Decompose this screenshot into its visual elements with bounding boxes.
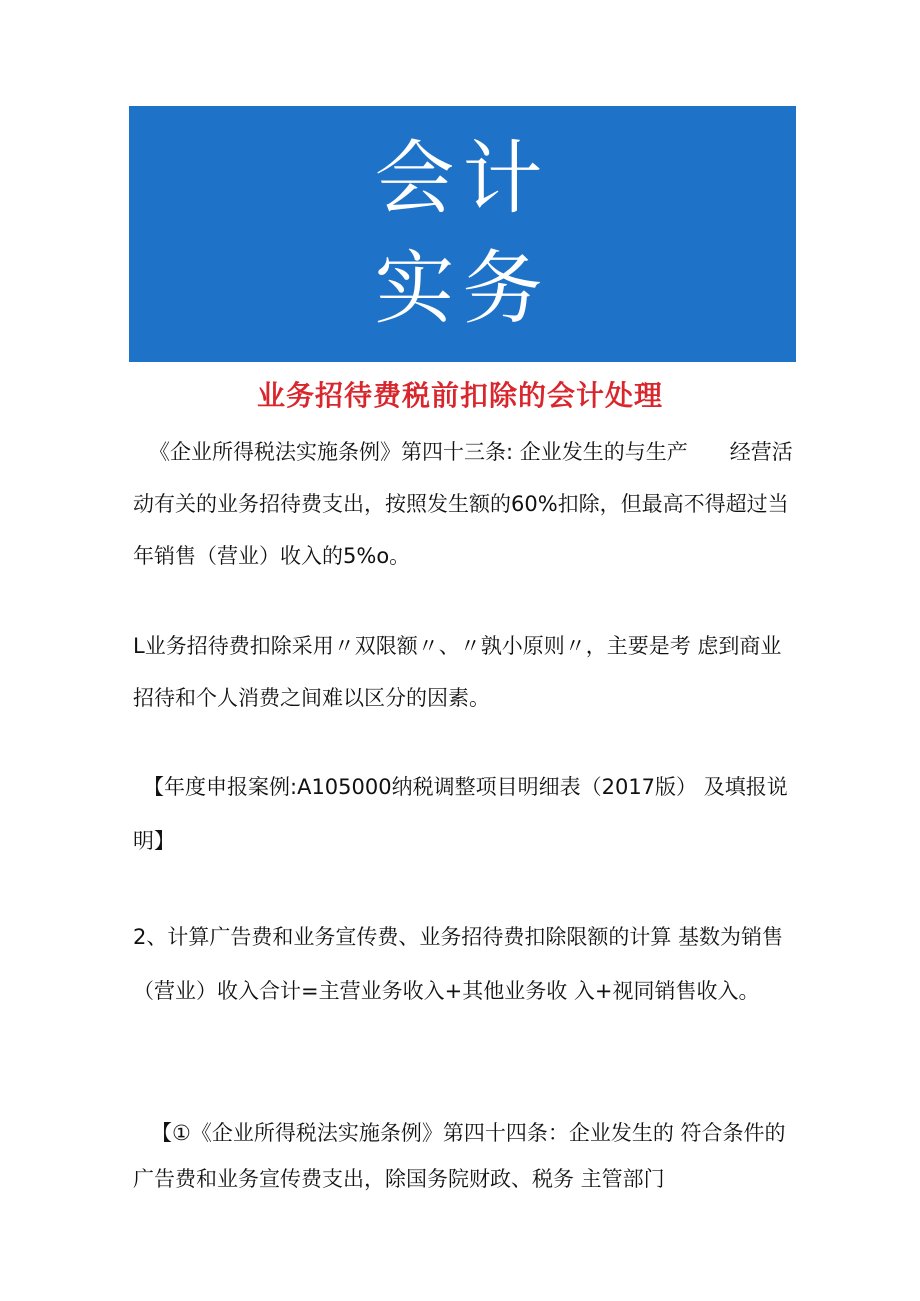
paragraph-regulation-article-44: 【①《企业所得税法实施条例》第四十四条：企业发生的 符合条件的广告费和业务宣传费支出，除国务院财政、税务 主管部门 xyxy=(133,1121,786,1191)
paragraph-deduction-principle: L业务招待费扣除采用〃双限额〃、〃孰小原则〃，主要是考 虑到商业招待和个人消费之间难以区分的因素。 xyxy=(133,634,782,710)
document-title: 业务招待费税前扣除的会计处理 xyxy=(256,379,663,412)
paragraph-annual-filing-case: 【年度申报案例:A105000纳税调整项目明细表（2017版） 及填报说明】 xyxy=(133,775,788,853)
title-banner xyxy=(129,106,796,362)
banner-line-1: 会计 xyxy=(374,132,551,225)
banner-line-2: 实务 xyxy=(374,242,551,335)
paragraph-regulation-article-43: 《企业所得税法实施条例》第四十三条: 企业发生的与生产 经营活动有关的业务招待费支出，按照发生额的60%扣除，但最高不得超过当年销售（营业）收入的5%o。 xyxy=(133,440,793,568)
paragraph-calculation-base: 2、计算广告费和业务宣传费、业务招待费扣除限额的计算 基数为销售（营业）收入合计=主营业务收入+其他业务收 入+视同销售收入。 xyxy=(133,925,784,1003)
